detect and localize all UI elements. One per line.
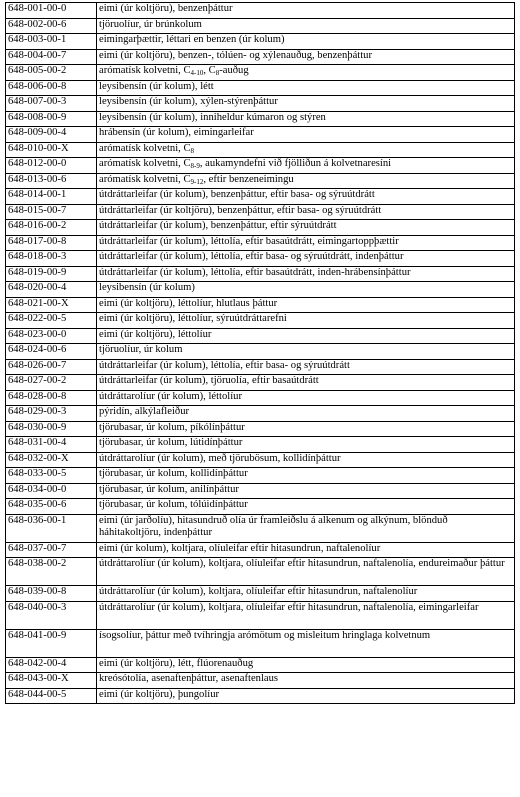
- table-row: [6, 297, 515, 313]
- substance-code: 648-029-00-3: [6, 406, 97, 422]
- substance-description: arómatísk kolvetni, $C_{8-9}$, aukamyndefni við fjölliðun á kolvetnaresíni: [97, 158, 515, 174]
- substance-code: 648-017-00-8: [6, 235, 97, 251]
- substance-code: 648-021-00-X: [6, 297, 97, 313]
- table-row: [6, 542, 515, 558]
- substance-description: eimi (úr koltjöru), benzenþáttur: [97, 3, 515, 19]
- table-row: [6, 235, 515, 251]
- substance-description: leysibensín (úr kolum): [97, 282, 515, 298]
- table-row: [6, 313, 515, 329]
- table-row: [6, 657, 515, 673]
- substance-code: 648-007-00-3: [6, 96, 97, 112]
- table-row: [6, 111, 515, 127]
- substance-code: 648-010-00-X: [6, 142, 97, 158]
- table-row: [6, 452, 515, 468]
- table-row: [6, 359, 515, 375]
- substance-description: leysibensín (úr kolum), inniheldur kúmaron og stýren: [97, 111, 515, 127]
- table-row: [6, 421, 515, 437]
- substance-code: 648-014-00-1: [6, 189, 97, 205]
- substance-code: 648-020-00-4: [6, 282, 97, 298]
- substance-description: eimi (úr koltjöru), léttolíur, sýruútdráttarefni: [97, 313, 515, 329]
- substance-code: 648-028-00-8: [6, 390, 97, 406]
- substance-code: 648-006-00-8: [6, 80, 97, 96]
- table-row: [6, 173, 515, 189]
- table-row: [6, 158, 515, 174]
- table-row: [6, 558, 515, 586]
- substance-description: kreósótolía, asenaftenþáttur, asenaftenlaus: [97, 673, 515, 689]
- table-row: [6, 96, 515, 112]
- substance-description: útdráttarleifar (úr kolum), léttolía, eftir basaútdrátt, eimingartoppþættir: [97, 235, 515, 251]
- substance-description: eimi (úr koltjöru), léttolíur, hlutlaus þáttur: [97, 297, 515, 313]
- substance-description: útdráttarleifar (úr kolum), benzenþáttur, eftir basa- og sýruútdrátt: [97, 189, 515, 205]
- substance-code: 648-019-00-9: [6, 266, 97, 282]
- substance-description: útdráttarleifar (úr kolum), léttolía, eftir basa- og sýruútdrátt: [97, 359, 515, 375]
- substance-description: útdráttarleifar (úr kolum), tjöruolía, eftir basaútdrátt: [97, 375, 515, 391]
- substance-code: 648-018-00-3: [6, 251, 97, 267]
- table-row: [6, 468, 515, 484]
- table-row: [6, 514, 515, 542]
- substance-code: 648-015-00-7: [6, 204, 97, 220]
- substance-code: 648-030-00-9: [6, 421, 97, 437]
- substance-description: hrábensín (úr kolum), eimingarleifar: [97, 127, 515, 143]
- substance-code: 648-004-00-7: [6, 49, 97, 65]
- table-row: [6, 18, 515, 34]
- substance-code: 648-037-00-7: [6, 542, 97, 558]
- substance-code: 648-024-00-6: [6, 344, 97, 360]
- table-row: [6, 499, 515, 515]
- substance-code: 648-013-00-6: [6, 173, 97, 189]
- substance-description: útdráttarleifar (úr kolum), benzenþáttur, eftir sýruútdrátt: [97, 220, 515, 236]
- table-row: [6, 49, 515, 65]
- substance-code: 648-001-00-0: [6, 3, 97, 19]
- table-row: [6, 673, 515, 689]
- substance-code: 648-044-00-5: [6, 688, 97, 704]
- substance-description: eimi (úr koltjöru), léttolíur: [97, 328, 515, 344]
- substance-description: útdráttarolíur (úr kolum), með tjörubösum, kollidínþáttur: [97, 452, 515, 468]
- substance-code: 648-034-00-0: [6, 483, 97, 499]
- table-row: [6, 65, 515, 81]
- substance-description: útdráttarolíur (úr kolum), léttolíur: [97, 390, 515, 406]
- table-row: [6, 390, 515, 406]
- table-row: [6, 266, 515, 282]
- substance-code: 648-027-00-2: [6, 375, 97, 391]
- substance-description: leysibensín (úr kolum), xýlen-stýrenþáttur: [97, 96, 515, 112]
- substance-code: 648-035-00-6: [6, 499, 97, 515]
- substance-description: tjörubasar, úr kolum, anilínþáttur: [97, 483, 515, 499]
- substance-code: 648-031-00-4: [6, 437, 97, 453]
- substance-description: tjörubasar, úr kolum, kollidínþáttur: [97, 468, 515, 484]
- substance-description: arómatísk kolvetni, $C_{9-12}$, eftir benzeneimingu: [97, 173, 515, 189]
- substance-description: tjörubasar, úr kolum, lútidínþáttur: [97, 437, 515, 453]
- table-row: [6, 437, 515, 453]
- table-row: [6, 80, 515, 96]
- substance-code: 648-040-00-3: [6, 601, 97, 629]
- substance-code: 648-023-00-0: [6, 328, 97, 344]
- substance-description: útdráttarolíur (úr kolum), koltjara, olíuleifar eftir hitasundrun, naftalenolíur: [97, 586, 515, 602]
- table-row: [6, 189, 515, 205]
- substance-code: 648-002-00-6: [6, 18, 97, 34]
- substance-description: eimi (úr koltjöru), þungolíur: [97, 688, 515, 704]
- substance-description: arómatísk kolvetni, $C_8$: [97, 142, 515, 158]
- table-row: [6, 344, 515, 360]
- table-row: [6, 204, 515, 220]
- substance-code: 648-033-00-5: [6, 468, 97, 484]
- substance-table: [5, 2, 515, 704]
- table-row: [6, 601, 515, 629]
- table-row: [6, 34, 515, 50]
- table-row: [6, 328, 515, 344]
- substance-code: 648-003-00-1: [6, 34, 97, 50]
- substance-description: útdráttarleifar (úr kolum), léttolía, eftir basaútdrátt, inden-hrábensínþáttur: [97, 266, 515, 282]
- table-row: [6, 3, 515, 19]
- substance-description: tjörubasar, úr kolum, tólúidínþáttur: [97, 499, 515, 515]
- substance-description: tjörubasar, úr kolum, píkólínþáttur: [97, 421, 515, 437]
- substance-description: tjöruolíur, úr brúnkolum: [97, 18, 515, 34]
- substance-code: 648-005-00-2: [6, 65, 97, 81]
- table-row: [6, 688, 515, 704]
- substance-description: pýridín, alkýlafleiður: [97, 406, 515, 422]
- substance-code: 648-039-00-8: [6, 586, 97, 602]
- substance-code: 648-026-00-7: [6, 359, 97, 375]
- table-row: [6, 483, 515, 499]
- table-row: [6, 629, 515, 657]
- table-row: [6, 375, 515, 391]
- substance-description: ísogsolíur, þáttur með tvíhringja arómötum og misleitum hringlaga kolvetnum: [97, 629, 515, 657]
- substance-description: útdráttarolíur (úr kolum), koltjara, olíuleifar eftir hitasundrun, naftalenolía, eimingarleifar: [97, 601, 515, 629]
- substance-description: eimi (úr koltjöru), benzen-, tólúen- og xýlenauðug, benzenþáttur: [97, 49, 515, 65]
- substance-description: eimi (úr koltjöru), létt, flúorenauðug: [97, 657, 515, 673]
- table-row: [6, 251, 515, 267]
- table-row: [6, 127, 515, 143]
- substance-description: útdráttarleifar (úr koltjöru), benzenþáttur, eftir basa- og sýruútdrátt: [97, 204, 515, 220]
- substance-description: leysibensín (úr kolum), létt: [97, 80, 515, 96]
- substance-code: 648-038-00-2: [6, 558, 97, 586]
- table-row: [6, 586, 515, 602]
- substance-description: eimi (úr kolum), koltjara, olíuleifar eftir hitasundrun, naftalenolíur: [97, 542, 515, 558]
- substance-code: 648-043-00-X: [6, 673, 97, 689]
- table-row: [6, 220, 515, 236]
- substance-description: arómatísk kolvetni, $C_{4-10}$, $C_8$-auðug: [97, 65, 515, 81]
- table-row: [6, 142, 515, 158]
- substance-code: 648-042-00-4: [6, 657, 97, 673]
- substance-code: 648-009-00-4: [6, 127, 97, 143]
- substance-description: útdráttarolíur (úr kolum), koltjara, olíuleifar eftir hitasundrun, naftalenolía, endureimaður þáttur: [97, 558, 515, 586]
- substance-code: 648-016-00-2: [6, 220, 97, 236]
- substance-code: 648-008-00-9: [6, 111, 97, 127]
- substance-description: útdráttarleifar (úr kolum), léttolía, eftir basa- og sýruútdrátt, indenþáttur: [97, 251, 515, 267]
- substance-description: eimi (úr jarðolíu), hitasundruð olía úr framleiðslu á alkenum og alkýnum, blönduð háhitakoltjöru, indenþáttur: [97, 514, 515, 542]
- substance-code: 648-012-00-0: [6, 158, 97, 174]
- substance-code: 648-022-00-5: [6, 313, 97, 329]
- table-row: [6, 282, 515, 298]
- substance-description: eimingarþættir, léttari en benzen (úr kolum): [97, 34, 515, 50]
- substance-code: 648-032-00-X: [6, 452, 97, 468]
- substance-code: 648-041-00-9: [6, 629, 97, 657]
- substance-description: tjöruolíur, úr kolum: [97, 344, 515, 360]
- table-row: [6, 406, 515, 422]
- substance-code: 648-036-00-1: [6, 514, 97, 542]
